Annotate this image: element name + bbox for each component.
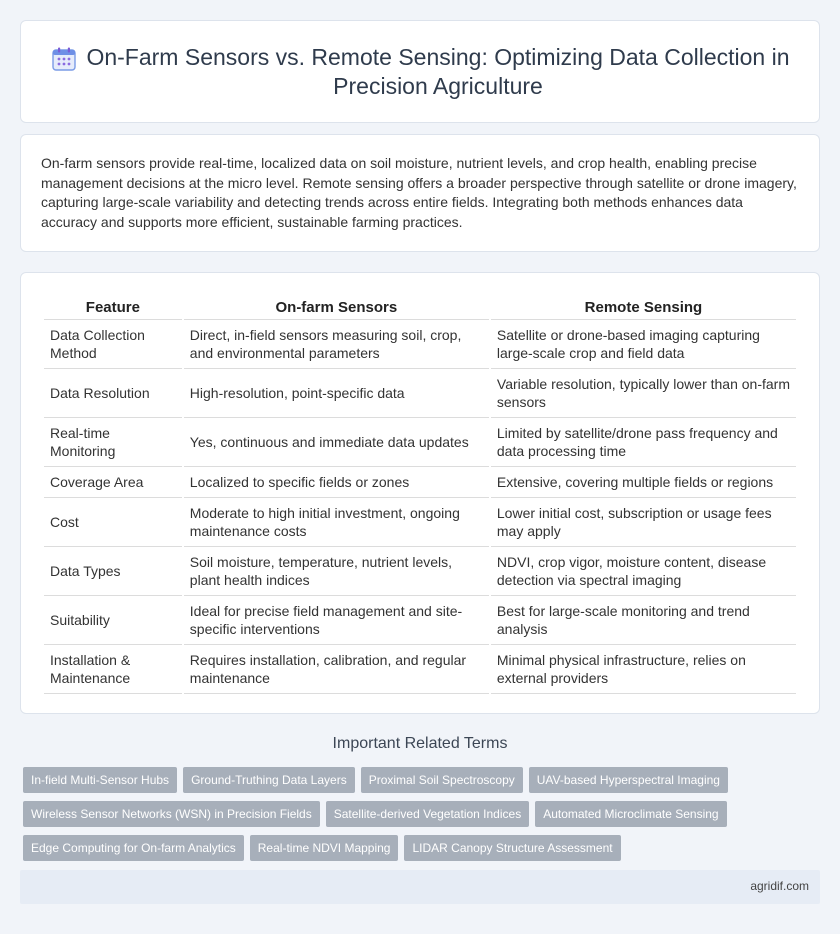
footer-bar: [20, 870, 820, 904]
row-remote-value: Variable resolution, typically lower than on-farm sensors: [491, 369, 796, 418]
related-term-tag[interactable]: Edge Computing for On-farm Analytics: [23, 835, 244, 861]
header-on-farm-sensors: On-farm Sensors: [184, 296, 489, 320]
related-terms-tags: [23, 767, 813, 869]
header-card: [20, 20, 820, 123]
related-term-tag[interactable]: In-field Multi-Sensor Hubs: [23, 767, 177, 793]
row-remote-value: Satellite or drone-based imaging capturing large-scale crop and field data: [491, 320, 796, 369]
related-term-tag[interactable]: Ground-Truthing Data Layers: [183, 767, 355, 793]
footer-site-link[interactable]: agridif.com: [750, 879, 809, 893]
row-feature: Data Types: [44, 547, 182, 596]
intro-paragraph: On-farm sensors provide real-time, localized data on soil moisture, nutrient levels, and crop health, enabling precise management decisions at the micro level. Remote sensing offers a broader perspective through satellite or drone imagery, capturing large-scale variability and detecting trends across entire fields. Integrating both methods enhances data accuracy and supports more efficient, sustainable farming practices.: [41, 155, 797, 230]
row-feature: Data Resolution: [44, 369, 182, 418]
row-feature: Coverage Area: [44, 467, 182, 498]
table-row: [44, 467, 796, 498]
row-feature: Suitability: [44, 596, 182, 645]
table-row: [44, 418, 796, 467]
intro-card: [20, 134, 820, 252]
table-row: [44, 547, 796, 596]
row-on-farm-value: Requires installation, calibration, and regular maintenance: [184, 645, 489, 694]
row-on-farm-value: Direct, in-field sensors measuring soil, crop, and environmental parameters: [184, 320, 489, 369]
row-on-farm-value: High-resolution, point-specific data: [184, 369, 489, 418]
table-row: [44, 645, 796, 694]
related-terms-title: Important Related Terms: [332, 735, 508, 752]
row-remote-value: Minimal physical infrastructure, relies on external providers: [491, 645, 796, 694]
row-remote-value: Extensive, covering multiple fields or regions: [491, 467, 796, 498]
row-on-farm-value: Localized to specific fields or zones: [184, 467, 489, 498]
header-remote-sensing: Remote Sensing: [491, 296, 796, 320]
row-feature: Data Collection Method: [44, 320, 182, 369]
page-title: On-Farm Sensors vs. Remote Sensing: Optimizing Data Collection in Precision Agriculture: [86, 43, 790, 99]
comparison-table: [42, 296, 798, 694]
related-term-tag[interactable]: Proximal Soil Spectroscopy: [361, 767, 523, 793]
row-on-farm-value: Yes, continuous and immediate data updates: [184, 418, 489, 467]
table-row: [44, 498, 796, 547]
related-term-tag[interactable]: LIDAR Canopy Structure Assessment: [404, 835, 620, 861]
row-remote-value: Limited by satellite/drone pass frequency and data processing time: [491, 418, 796, 467]
related-term-tag[interactable]: Satellite-derived Vegetation Indices: [326, 801, 529, 827]
row-feature: Cost: [44, 498, 182, 547]
row-feature: Real-time Monitoring: [44, 418, 182, 467]
related-term-tag[interactable]: Automated Microclimate Sensing: [535, 801, 726, 827]
related-term-tag[interactable]: Real-time NDVI Mapping: [250, 835, 399, 861]
row-remote-value: Lower initial cost, subscription or usage fees may apply: [491, 498, 796, 547]
table-header-row: [44, 296, 796, 320]
related-term-tag[interactable]: UAV-based Hyperspectral Imaging: [529, 767, 728, 793]
row-on-farm-value: Soil moisture, temperature, nutrient levels, plant health indices: [184, 547, 489, 596]
comparison-table-card: [20, 272, 820, 714]
table-row: [44, 369, 796, 418]
table-row: [44, 596, 796, 645]
row-remote-value: NDVI, crop vigor, moisture content, disease detection via spectral imaging: [491, 547, 796, 596]
row-on-farm-value: Ideal for precise field management and site-specific interventions: [184, 596, 489, 645]
header-feature: Feature: [44, 296, 182, 320]
row-on-farm-value: Moderate to high initial investment, ongoing maintenance costs: [184, 498, 489, 547]
row-remote-value: Best for large-scale monitoring and trend analysis: [491, 596, 796, 645]
related-term-tag[interactable]: Wireless Sensor Networks (WSN) in Precision Fields: [23, 801, 320, 827]
row-feature: Installation & Maintenance: [44, 645, 182, 694]
table-row: [44, 320, 796, 369]
